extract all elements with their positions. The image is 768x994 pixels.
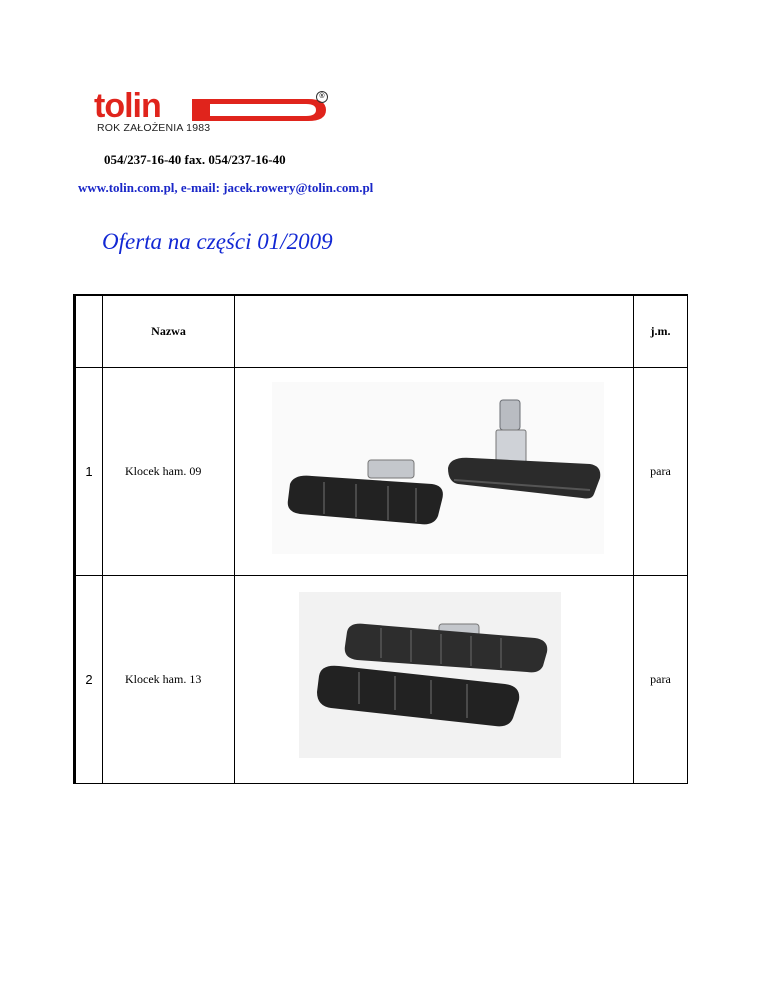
- header-unit: j.m.: [634, 295, 688, 367]
- tolin-logo-graphic: [80, 86, 338, 124]
- row-number: 1: [75, 367, 103, 575]
- website-email-line[interactable]: www.tolin.com.pl, e-mail: jacek.rowery@tolin.com.pl: [78, 180, 374, 195]
- company-logo: [80, 86, 338, 134]
- row-image-cell: [235, 367, 634, 575]
- brake-pads-09-photo: [272, 382, 604, 554]
- table-row: [75, 367, 688, 575]
- offer-title: Oferta na części 01/2009: [102, 229, 333, 254]
- brake-pads-13-photo: [299, 592, 561, 758]
- header-number: [75, 295, 103, 367]
- brake-pad-icon: [299, 592, 561, 758]
- row-name: Klocek ham. 09: [103, 367, 235, 575]
- row-image-cell: [235, 575, 634, 783]
- registered-mark: ®: [316, 91, 328, 103]
- phone-fax-line: 054/237-16-40 fax. 054/237-16-40: [104, 152, 286, 167]
- row-unit: para: [634, 367, 688, 575]
- brake-pad-icon: [272, 382, 604, 554]
- row-unit: para: [634, 575, 688, 783]
- row-number: 2: [75, 575, 103, 783]
- header-image: [235, 295, 634, 367]
- header-name: Nazwa: [103, 295, 235, 367]
- parts-table: [73, 294, 688, 784]
- svg-text:tolin: tolin: [94, 87, 161, 124]
- table-row: [75, 575, 688, 783]
- logo-tagline: ROK ZAŁOŻENIA 1983: [97, 122, 211, 134]
- table-header-row: [75, 295, 688, 367]
- row-name: Klocek ham. 13: [103, 575, 235, 783]
